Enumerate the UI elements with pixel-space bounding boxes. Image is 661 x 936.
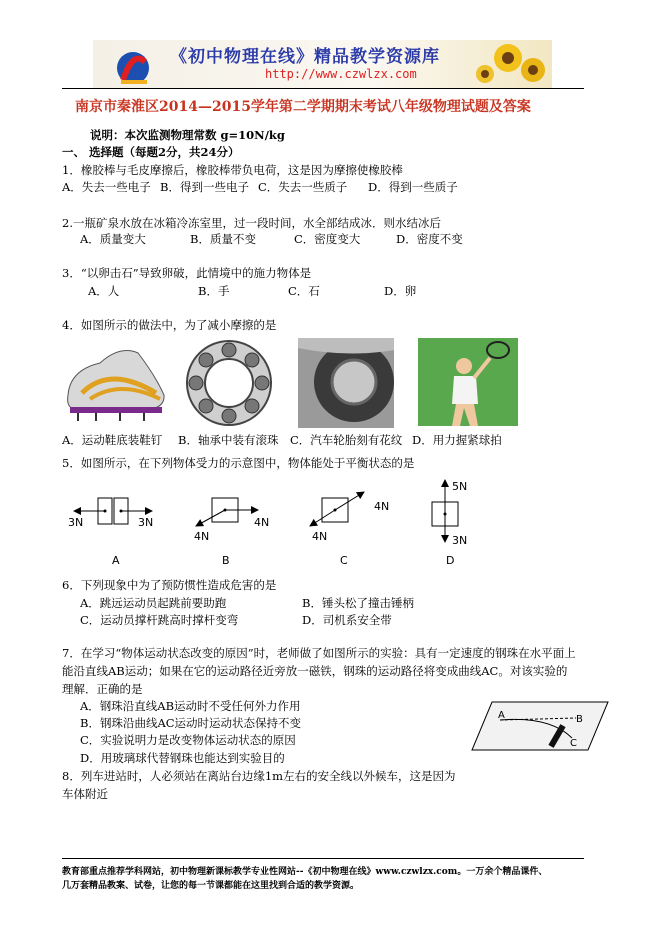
page-title: 南京市秦淮区2014—2015学年第二学期期末考试八年级物理试题及答案 (75, 99, 531, 115)
banner-url[interactable]: http://www.czwlzx.com (265, 67, 417, 81)
footer-line1: 教育部重点推荐学科网站，初中物理新课标教学专业性网站--《初中物理在线》www.czwlzx.com。一万余个精品课件、 (62, 867, 548, 877)
figure-point-c: C (570, 738, 577, 749)
q2-option-c[interactable]: C．密度变大 (294, 232, 361, 246)
q3-option-a[interactable]: A．人 (88, 284, 120, 298)
magnet-experiment-figure (470, 696, 610, 754)
diagram-d (432, 480, 467, 547)
diagram-d-label: D (446, 554, 455, 567)
tennis-player-image (418, 338, 518, 426)
diagram-d-bottom-force: 3N (452, 534, 468, 547)
diagram-b (194, 498, 269, 543)
footer-line2: 几万套精品教案、试卷，让您的每一节课都能在这里找到合适的教学资源。 (62, 881, 360, 891)
diagram-c-left-force: 4N (312, 530, 328, 543)
q7-option-a[interactable]: A．钢珠沿直线AB运动时不受任何外力作用 (80, 699, 301, 713)
q7-option-d[interactable]: D．用玻璃球代替钢珠也能达到实验目的 (80, 751, 285, 765)
q5-stem: 5．如图所示，在下列物体受力的示意图中，物体能处于平衡状态的是 (62, 456, 415, 470)
diagram-d-top-force: 5N (452, 480, 468, 493)
q3-option-d[interactable]: D．卵 (384, 284, 417, 298)
diagram-a-right-force: 3N (138, 516, 154, 529)
q7-option-b[interactable]: B．钢珠沿曲线AC运动时运动状态保持不变 (80, 716, 302, 730)
q4-stem: 4．如图所示的做法中，为了减小摩擦的是 (62, 318, 277, 332)
diagram-a-label: A (112, 554, 120, 567)
q4-option-b[interactable]: B．轴承中装有滚珠 (178, 433, 279, 447)
section-heading: 一、 选择题（每题2分，共24分） (62, 145, 240, 159)
banner-title: 《初中物理在线》精品教学资源库 (170, 47, 440, 67)
q7-stem-line3: 理解．正确的是 (62, 682, 143, 696)
q3-option-c[interactable]: C．石 (288, 284, 320, 298)
q6-option-d[interactable]: D．司机系安全带 (302, 613, 392, 627)
diagram-a-left-force: 3N (68, 516, 84, 529)
diagram-c-label: C (340, 554, 348, 567)
q2-option-a[interactable]: A．质量变大 (80, 232, 146, 246)
spiked-shoe-image (60, 335, 172, 430)
q3-option-b[interactable]: B．手 (198, 284, 230, 298)
q4-option-d[interactable]: D．用力握紧球拍 (412, 433, 502, 447)
q7-stem-line1: 7．在学习“物体运动状态改变的原因”时，老师做了如图所示的实验：具有一定速度的钢珠在水平面上 (62, 646, 576, 660)
diagram-b-right-force: 4N (254, 516, 270, 529)
q1-option-d[interactable]: D．得到一些质子 (368, 180, 458, 194)
figure-point-b: B (576, 714, 583, 725)
q3-stem: 3．“以卵击石”导致卵破，此情境中的施力物体是 (62, 266, 312, 280)
instructions-note: 说明：本次监测物理常数 g=10N/kg (90, 128, 285, 142)
q7-option-c[interactable]: C．实验说明力是改变物体运动状态的原因 (80, 733, 296, 747)
q1-option-c[interactable]: C．失去一些质子 (258, 180, 348, 194)
q8-stem-line1: 8．列车进站时，人必须站在离站台边缘1m左右的安全线以外候车，这是因为 (62, 769, 456, 783)
figure-point-a: A (498, 710, 505, 721)
diagram-b-label: B (222, 554, 230, 567)
q8-stem-line2: 车体附近 (62, 787, 108, 801)
q2-stem: 2.一瓶矿泉水放在冰箱冷冻室里，过一段时间，水全部结成冰．则水结冰后 (62, 216, 441, 230)
q6-stem: 6．下列现象中为了预防惯性造成危害的是 (62, 578, 277, 592)
q4-option-a[interactable]: A．运动鞋底装鞋钉 (62, 433, 163, 447)
q2-option-d[interactable]: D．密度不变 (396, 232, 463, 246)
force-diagrams (60, 470, 490, 574)
car-tire-image (298, 338, 394, 428)
q6-option-c[interactable]: C．运动员撑杆跳高时撑杆变弯 (80, 613, 239, 627)
diagram-c (310, 492, 389, 543)
q2-option-b[interactable]: B．质量不变 (190, 232, 256, 246)
q6-option-b[interactable]: B．锤头松了撞击锤柄 (302, 596, 414, 610)
ball-bearing-image (180, 338, 278, 428)
diagram-a (68, 498, 153, 529)
q1-option-b[interactable]: B．得到一些电子 (160, 180, 249, 194)
q1-stem: 1．橡胶棒与毛皮摩擦后，橡胶棒带负电荷，这是因为摩擦使橡胶棒 (62, 163, 403, 177)
diagram-b-left-force: 4N (194, 530, 210, 543)
diagram-c-right-force: 4N (374, 500, 390, 513)
q4-option-c[interactable]: C．汽车轮胎刻有花纹 (290, 433, 403, 447)
q6-option-a[interactable]: A．跳远运动员起跳前要助跑 (80, 596, 227, 610)
q1-option-a[interactable]: A．失去一些电子 (62, 180, 151, 194)
footer-divider (62, 858, 584, 859)
q7-stem-line2: 能沿直线AB运动；如果在它的运动路径近旁放一磁铁，钢珠的运动路径将变成曲线AC。对该实验的 (62, 664, 568, 678)
header-divider (62, 88, 584, 89)
